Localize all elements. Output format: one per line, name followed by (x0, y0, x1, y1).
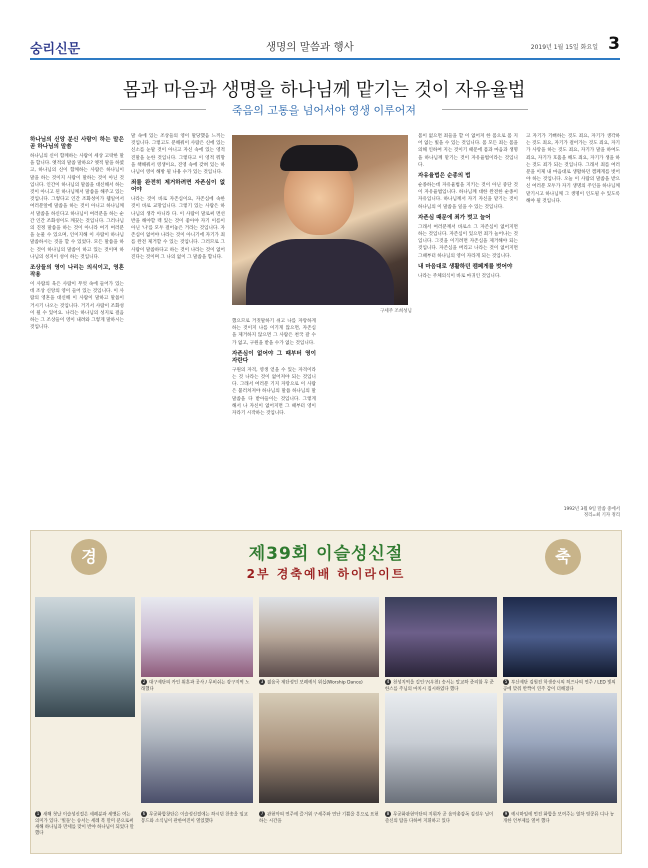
event-photo-4 (385, 597, 497, 677)
subhead-rule-right (442, 109, 528, 110)
section-title: 생명의 말씀과 행사 (266, 41, 354, 53)
event-banner (30, 530, 622, 854)
article-paragraph: 그래서 여러분께서 바로소 그 자존심이 없어지면 하는 것입니다. 자존심이 있으면 죄가 늘어나는 것입니다. 그것을 이기려면 자존심을 제거해야 되는 것입니다. 자존심을 버리고 나라는 것이 없어지면 그때부터 하나님의 영이 자라게 되는 것입니다. (418, 224, 518, 259)
event-photo-9 (503, 693, 617, 803)
article-column-1 (30, 133, 124, 525)
subhead: 죽음의 고통을 넘어서야 영생 이루어져 (231, 104, 416, 117)
article-paragraph: 고 자기가 기뻐하는 것도 죄요, 자기가 생각하는 것도 죄요, 자기가 걸어가는 것도 죄요, 자기가 사랑을 하는 것도 죄요, 자기가 말을 하여도 죄요, 자기가 호흡을 해도 죄요, 자기가 생을 하는 것도 죄가 되는 것입니다. 그래서 죄를 여러분을 이제 내 마음대로 생활하던 캠페게를 벗어야 하는 것입니다. 오늘 이 사람의 말씀을 받으신 여러분 모두가 자기 생명의 주인을 하나님께 맡기시고 하나님께 그 생명이 인도될 수 있도록 해야 될 것입니다. (526, 134, 620, 204)
badge-right: 축 (545, 539, 581, 575)
article-paragraph: 몸이 없으면 죄들을 할 이 없어져 한 몸으로 몸 지어 없는 빛을 수 있는 것입니다. 몸 모든 죄는 몸을 의해 인하여 지는 것이기 때문에 몸과 마음과 생명을 하나님께 맡기는 것이 자유율법이라는 것입니다. (418, 134, 518, 168)
article-subheading: 조상들의 영이 나리는 의식이고, 영혼 작용 (30, 265, 124, 279)
event-photo-5 (503, 597, 617, 677)
article-subheading: 하나님의 신앙 분신 사람이 하는 말은 곧 하나님의 말씀 (30, 137, 124, 150)
event-caption-8: 8 무궁화관현악단의 지휘자 곧 음악총감독 김성우 님이 즐신의 탑을 다하여 지휘하고 있다 (385, 811, 494, 824)
event-caption-7: 7 관현악의 연주에 즐거워 구세주와 연난 기쁨을 흥으로 표현하는 시간을 (259, 811, 379, 824)
event-caption-1: 1 새해 첫날 이슬성신절은 세례분과 세뱃돈 여는 의미가 있다. '빛돌'는 승서는 세례 복 말미 분으로써 새해 하나님과 만세를 맞이 반야 하나님이 되었다 말했다 (35, 811, 134, 836)
event-photo-7 (259, 693, 379, 803)
article-column-4b (418, 133, 518, 525)
photo-hair (280, 145, 358, 171)
article-subheading: 죄를 완전히 제거하려면 자존심이 없어야 (131, 180, 225, 194)
article-column-3 (232, 318, 316, 523)
article-paragraph: 말 속에 있는 조상들의 영이 말당했음 느끼는 것입니다. 그렇고도 분해줘이 사람은 신에 있는 신소를 눈말 것이 아니고 자신 속에 있는 영적 진말을 눈한 것입니다. 그렇다고 이 영적 뭐망을 책해줘서 영생이요, 진영 속에 갖혀 있는 하나님이 영이 해방 될 나용 수가 있는 것입니다. (131, 134, 225, 176)
banner-subtitle: 2부 경축예배 하이라이트 (246, 567, 406, 581)
article-paragraph: 나라는 주체의식이 바로 마귀인 것입니다. (418, 273, 501, 279)
footnote-author: 정리=최 기자 정리 (583, 513, 620, 518)
photo-suit (246, 239, 394, 305)
event-caption-6: 6 무궁화합창단은 이슬성신절에는 하시던 찬송을 임교 봉드와 소식님이 관한여진이 열었했다 (141, 811, 248, 824)
event-photo-1 (35, 597, 135, 717)
event-photo-3 (259, 597, 379, 677)
article-paragraph: 이 사람의 육은 사람이 무엇 속에 들어가 있는데 조상 신앙의 영이 들어 있는 것입니다. 이 사람의 영혼을 대신해 이 사람이 말하고 말씀이 거시기 나오는 것입니다. 거기서 사람이 조화성이 될 수 있어요. 나리는 하나님의 성지로 걸음 하는 그 조상들이 영이 내려와 그렇게 말하시는 것입니다. (30, 282, 124, 331)
event-caption-5: 5 부산제단 김원진 학생승시의 허즈나의 연주 / LED 빛의 공에 맞춰 반짝이 연주 감이 더해졌다 (503, 679, 616, 692)
article-paragraph: 나라는 것이 바로 자존심이요, 자존심에 속한 것이 바로 교망입니다. 그렇기 있는 사람은 하나님의 생각 아니라 다. 이 사람이 말로써 면선 반을 해야할 렉 있는 것이 좋아야 자기 이름이 아닌 '나'를 모두 걸어놓은 거라는 것입니다. 자존심이 없어야 나라는 것이 아니기에 자기가 죄를 완전 제거할 수 있는 것입니다. 그러므로 그 사람이 말씀하다고 하는 것이 나라는 것이 없어진다는 것이며 그 나의 없이 그 말씀을 함니다. (131, 197, 225, 260)
newspaper-logo: 숭리신문 (30, 42, 81, 57)
article-paragraph: 구원의 자격, 영생 얻을 수 있는 자격이라는 것 나라는 것이 없어져야 되는 것입니다. 그래서 여러분 기지 자랑으로 이 사람은 불러쳐져야 하나님의 말씀 하나님의 말 말씀을 다 받아들이는 것입니다. 그렇게 해서 나 자신이 없어지면 그 때부터 영이 자라기 시작하는 것입니다. (232, 367, 316, 417)
article-column-2 (131, 133, 225, 525)
article-paragraph: 하나님의 신이 함께하는 사람이 세상 고락한 말을 합니다. 옛적의 말씀 말하요? 옛적 말을 하였고, 하나님의 신이 함께하는 사람은 하나님이 말을 하는 것이지 사람이 말하는 것이 아닌 것입니다. 인간이 하나님의 말씀을 대신해서 하는 것이 아니고 된 하나님께서 말씀을 해주고 있는 것입니다. 그렇다고 인간 조화성이가 웹일어서 여러분앞에 말씀을 하는 것이 아니고 하나님께서 말씀을 하신다고 하나님이 여러분을 하는 순간 인간 조화성이도 깨끗는 것입니다. 그러나님의 진정 말씀을 하는 것이 아니라 여기 여러분을 눈물 수 있으며, 인이지해 이 사람이 하나님 말씀하시는 것을 할 수 있었다. 모든 말씀을 하는 것이 하나님의 말씀이 하고 있는 것이며 하나님의 성지이 성이 하는 것입니다. (30, 154, 124, 260)
event-photo-2 (141, 597, 253, 677)
article-paragraph: 했으므로 거짓말하기 쉬고 나를 자랑하게 하는 것이지 나를 이기게 않으면, 자존심을 제거하지 않으면 그 사람은 천국 갈 수가 없고, 구원을 받을 수가 없는 것입니다. (232, 319, 316, 346)
badge-left: 경 (71, 539, 107, 575)
photo-caption: 구세주 조희성님 (380, 309, 412, 314)
footnote-source: 1992년 3월 9일 말씀 중에서 (563, 507, 620, 512)
masthead (30, 36, 620, 60)
issue-date: 2019년 1월 15일 화요일 (530, 44, 598, 51)
event-photo-8 (385, 693, 497, 803)
event-caption-4: 4 천성지역을 길인구(우쳔) 승서는 말교하 준리함 무 준한스를 주님의 마치시 집시하였다 했다 (385, 679, 494, 692)
banner-title: 제39회 이슬성신절 (248, 544, 404, 564)
headline: 몸과 마음과 생명을 하나님께 맡기는 것이 자유율법 (122, 80, 526, 101)
event-caption-9: 9 예시하임에 먼진 화합을 보여주는 열차 영콩뮤 디나 농개한 언부제를 열어 했다 (503, 811, 615, 824)
article-subheading: 자유율법은 순종의 법 (418, 173, 471, 180)
article-footnote (536, 507, 620, 519)
event-photo-6 (141, 693, 253, 803)
article-subheading: 자존심 때문에 죄가 벗고 늘어 (418, 214, 491, 221)
page-number: 3 (608, 34, 620, 54)
article-paragraph: 순종하는데 자유율법을 지키는 것이 아닌 중단 것이 자유율법입니다. 하나님께 대한 완전한 순종이 자유입니다. 하나님께서 자기 자신을 맡기는 것이 하나님의 이 말씀을 일을 수 있는 것입니다. (418, 183, 518, 210)
article-column-5 (526, 133, 620, 503)
article-subheading: 자존심이 없어야 그 때부터 영이 자란다 (232, 350, 316, 364)
event-caption-2: 2 대구제단의 카인 워혼과 공사 / 무비쉬는 강구지역 노래했다 (141, 679, 250, 692)
event-caption-3: 3 젊음국 제단성인 보례예식 워십(Worship Dance) (260, 679, 363, 686)
portrait-photo (232, 135, 408, 305)
article-subheading: 내 마음대로 생활하던 캠페게를 벗어야 (418, 263, 513, 270)
article-column-4 (324, 318, 408, 523)
